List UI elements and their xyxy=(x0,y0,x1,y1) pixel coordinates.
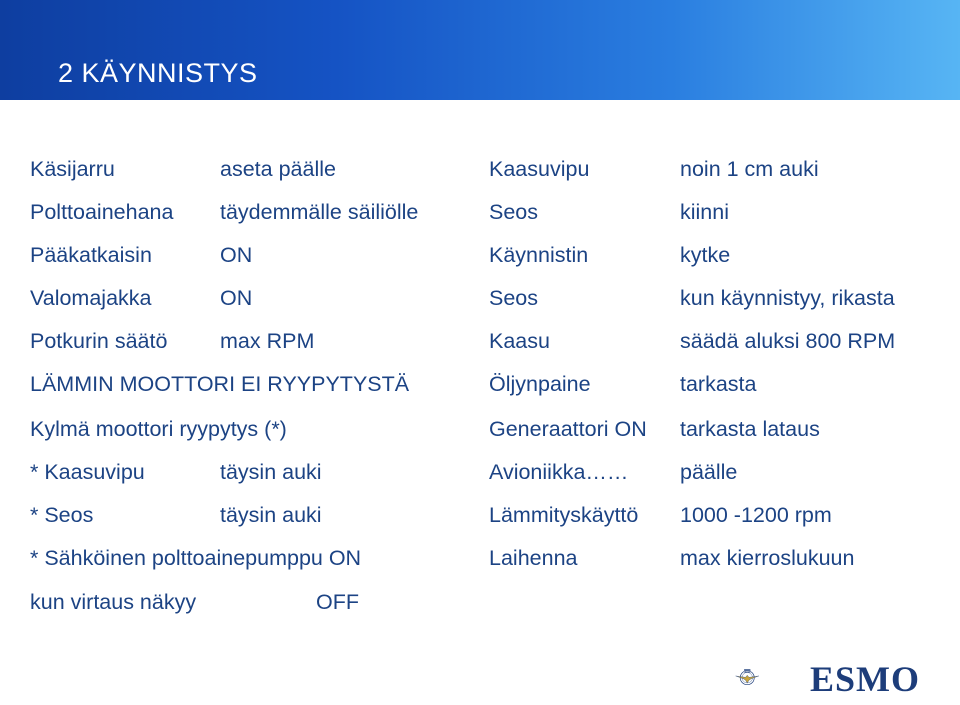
right-row-2-label: Seos xyxy=(489,200,539,224)
esmo-seal-logo xyxy=(735,652,805,702)
left-row-8-label: * Kaasuvipu xyxy=(30,460,145,484)
right-row-10-label: Laihenna xyxy=(489,546,578,570)
left-row-5-label: Potkurin säätö xyxy=(30,329,168,353)
right-row-6-label: Öljynpaine xyxy=(489,372,591,396)
right-row-7-value: tarkasta lataus xyxy=(680,417,820,441)
left-row-3-value: ON xyxy=(220,243,253,267)
left-row-4-label: Valomajakka xyxy=(30,286,152,310)
right-row-1-label: Kaasuvipu xyxy=(489,157,590,181)
seal-text: ESMO xyxy=(744,670,751,673)
left-row-7-label: Kylmä moottori ryypytys (*) xyxy=(30,417,287,441)
left-row-2-value: täydemmälle säiliölle xyxy=(220,200,419,224)
left-row-9-label: * Seos xyxy=(30,503,94,527)
left-row-6-label: LÄMMIN MOOTTORI EI RYYPYTYSTÄ xyxy=(30,372,410,396)
page-title: 2 KÄYNNISTYS xyxy=(58,58,258,88)
right-row-4-value: kun käynnistyy, rikasta xyxy=(680,286,895,310)
left-row-10-label: * Sähköinen polttoainepumppu ON xyxy=(30,546,362,570)
left-row-5-value: max RPM xyxy=(220,329,315,353)
right-row-9-label: Lämmityskäyttö xyxy=(489,503,639,527)
left-row-1-value: aseta päälle xyxy=(220,157,336,181)
left-row-2-label: Polttoainehana xyxy=(30,200,174,224)
left-row-11-value: OFF xyxy=(316,590,359,614)
esmo-logo-text: ESMO xyxy=(810,659,921,699)
right-row-6-value: tarkasta xyxy=(680,372,757,396)
right-row-5-label: Kaasu xyxy=(489,329,550,353)
left-row-3-label: Pääkatkaisin xyxy=(30,243,152,267)
left-row-8-value: täysin auki xyxy=(220,460,322,484)
right-row-10-value: max kierroslukuun xyxy=(680,546,855,570)
right-row-3-value: kytke xyxy=(680,243,731,267)
left-row-4-value: ON xyxy=(220,286,253,310)
right-row-3-label: Käynnistin xyxy=(489,243,589,267)
right-row-2-value: kiinni xyxy=(680,200,729,224)
left-row-1-label: Käsijarru xyxy=(30,157,115,181)
right-row-1-value: noin 1 cm auki xyxy=(680,157,819,181)
right-row-8-value: päälle xyxy=(680,460,738,484)
left-row-9-value: täysin auki xyxy=(220,503,322,527)
right-row-8-label: Avioniikka…… xyxy=(489,460,629,484)
left-row-11-label: kun virtaus näkyy xyxy=(30,590,197,614)
right-row-5-value: säädä aluksi 800 RPM xyxy=(680,329,896,353)
right-row-7-label: Generaattori ON xyxy=(489,417,647,441)
right-row-9-value: 1000 -1200 rpm xyxy=(680,503,832,527)
right-row-4-label: Seos xyxy=(489,286,539,310)
